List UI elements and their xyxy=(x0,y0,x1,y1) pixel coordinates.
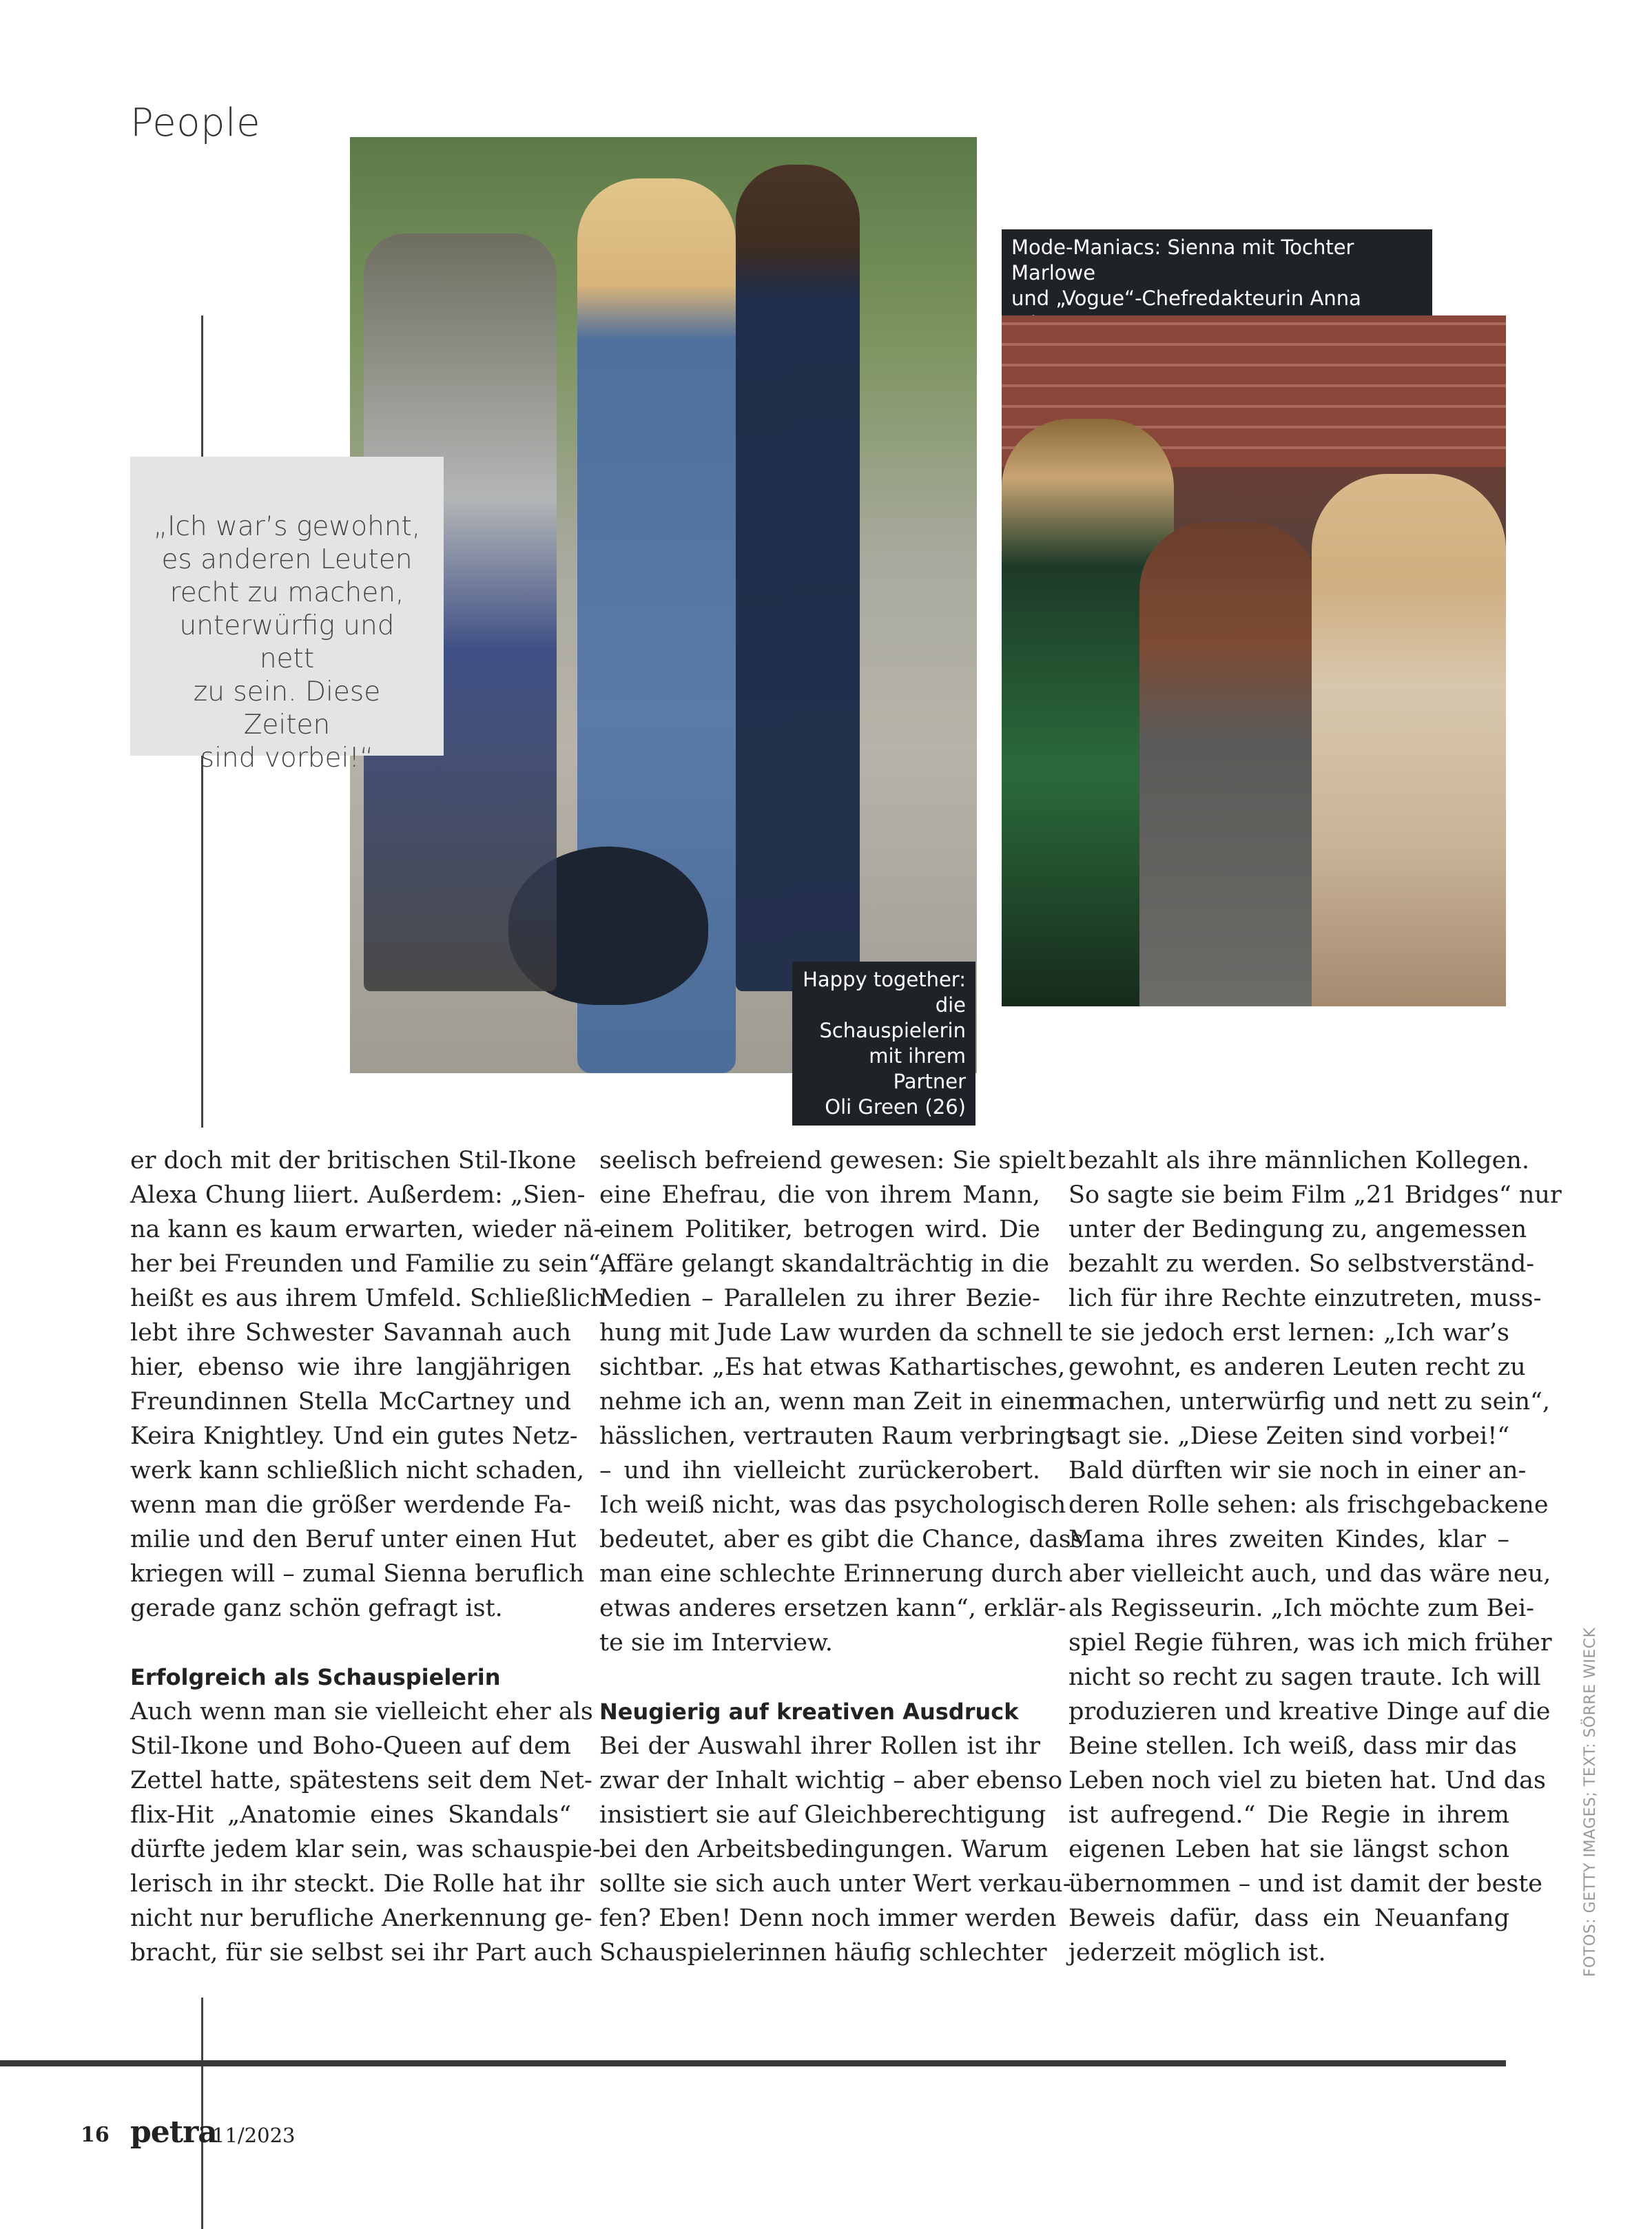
paragraph: seelisch befreiend gewesen: Sie spielt eine Ehefrau, die von ihrem Mann, einem Politiker, betrogen wird. Die Affäre gelangt skandalträchtig in die Medien – Parallelen zu ihrer Bezie- hung mit Jude Law wurden da schnell sichtbar. „Es hat etwas Kathartisches, nehme ich an, wenn man Zeit in einem hässlichen, vertrauten Raum verbringt – und ihn vielleicht zurückerobert. Ich weiß nicht, was das psychologisch bedeutet, aber es gibt die Chance, dass man eine schlechte Erinnerung durch etwas anderes ersetzen kann“, erklär- te sie im Interview. xyxy=(599,1147,1084,1657)
issue-number: 11/2023 xyxy=(212,2124,296,2147)
paragraph: Auch wenn man sie vielleicht eher als Stil-Ikone und Boho-Queen auf dem Zettel hatte, spätestens seit dem Net- flix-Hit „Anatomie eines Skandals“ dürfte jedem klar sein, was schauspie- lerisch in ihr steckt. Die Rolle hat ihr nicht nur berufliche Anerkennung ge- bracht, für sie selbst sei ihr Part auch xyxy=(130,1698,601,1967)
article-column-3 xyxy=(1068,1143,1562,1970)
section-title: People xyxy=(130,101,261,145)
photo-fashion-week-front-row xyxy=(1002,315,1506,1006)
article-column-1 xyxy=(130,1143,608,1970)
vertical-rule xyxy=(201,756,203,1128)
article-column-2 xyxy=(599,1143,1084,1970)
photo-caption-right: Mode-Maniacs: Sienna mit Tochter Marlowe und „Vogue“-Chefredakteurin Anna xyxy=(1002,229,1432,368)
page-number: 16 xyxy=(81,2123,110,2147)
paragraph: bezahlt als ihre männlichen Kollegen. So sagte sie beim Film „21 Bridges“ nur unter der Bedingung zu, angemessen bezahlt zu werden. So selbstverständ- lich für ihre Rechte einzutreten, muss- te sie jedoch erst lernen: „Ich war’s gewohnt, es anderen Leuten recht zu machen, unterwürfig und nett zu sein“, sagt sie. „Diese Zeiten sind vorbei!“ Bald dürften wir sie noch in einer an- deren Rolle sehen: als frischgebackene Mama ihres zweiten Kindes, klar – aber vielleicht auch, und das wäre neu, als Regisseurin. „Ich möchte zum Bei- spiel Regie führen, was ich mich früher nicht so recht zu sagen traute. Ich will produzieren und kreative Dinge auf die Beine stellen. Ich weiß, dass mir das Leben noch viel zu bieten hat. Und das ist aufregend.“ Die Regie in ihrem eigenen Leben hat sie längst schon übernommen – und ist damit der beste Beweis dafür, dass ein Neuanfang jederzeit möglich ist. xyxy=(1068,1147,1562,1967)
photo-credit: FOTOS: GETTY IMAGES; TEXT: SÖRRE WIECK xyxy=(1582,1627,1599,1977)
paragraph: Bei der Auswahl ihrer Rollen ist ihr zwar der Inhalt wichtig – aber ebenso insistiert sie auf Gleichberechtigung bei den Arbeitsbedingungen. Warum sollte sie sich auch unter Wert verkau- fen? Eben! Denn noch immer werden Schauspielerinnen häufig schlechter xyxy=(599,1732,1071,1967)
subheading: Neugierig auf kreativen Ausdruck xyxy=(599,1699,1019,1725)
vertical-rule xyxy=(201,315,203,457)
subheading: Erfolgreich als Schauspielerin xyxy=(130,1664,501,1690)
photo-figure-man xyxy=(736,165,860,991)
footer-rule xyxy=(0,2060,1506,2066)
vertical-rule xyxy=(201,1998,203,2229)
paragraph: er doch mit der britischen Stil-Ikone Alexa Chung liiert. Außerdem: „Sien- na kann es kaum erwarten, wieder nä- her bei Freunden und Familie zu sein“, heißt es aus ihrem Umfeld. Schließlich lebt ihre Schwester Savannah auch hier, ebenso wie ihre langjährigen Freundinnen Stella McCartney und Keira Knightley. Und ein gutes Netz- werk kann schließlich nicht schaden, wenn man die größer werdende Fa- milie und den Beruf unter einen Hut kriegen will – zumal Sienna beruflich gerade ganz schön gefragt ist. xyxy=(130,1147,608,1622)
pull-quote: „Ich war’s gewohnt, es anderen Leuten recht zu machen, unterwürfig und nett zu sein. Diese Zeiten sind vorbei!“ xyxy=(130,457,444,756)
magazine-logo: petra xyxy=(130,2115,217,2150)
photo-couple-walking xyxy=(350,137,977,1073)
photo-caption-left: Happy together: die Schauspielerin mit ihrem Partner Oli Green (26) xyxy=(792,962,975,1126)
photo-figure-right xyxy=(1312,474,1506,1006)
photo-figure-middle xyxy=(1139,522,1319,1006)
